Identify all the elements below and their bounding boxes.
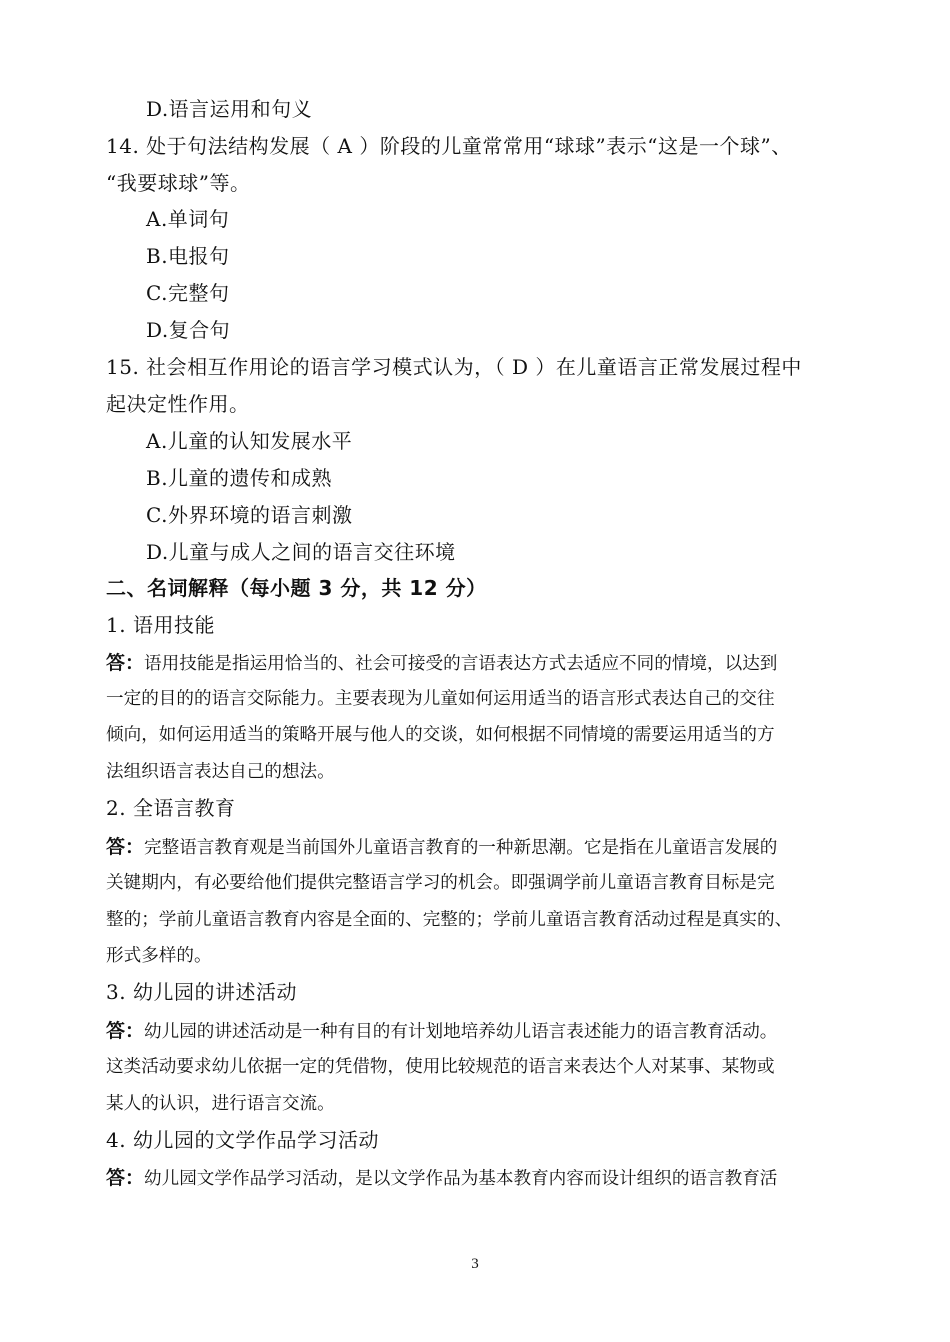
answer-line: 倾向，如何运用适当的策略开展与他人的交谈，如何根据不同情境的需要运用适当的方 [106,725,775,745]
q14-option-c: C.完整句 [146,281,230,305]
q15-option-d: D.儿童与成人之间的语言交往环境 [146,540,456,564]
term-title: 3. 幼儿园的讲述活动 [106,980,297,1004]
section-heading: 二、名词解释（每小题 3 分，共 12 分） [106,576,487,600]
q13-option-d: D.语言运用和句义 [146,97,313,121]
q15-option-c: C.外界环境的语言刺激 [146,503,353,527]
q15-option-b: B.儿童的遗传和成熟 [146,466,333,490]
page-number: 3 [471,1256,479,1272]
answer-line: 法组织语言表达自己的想法。 [106,762,335,782]
answer-text: 语用技能是指运用恰当的、社会可接受的言语表达方式去适应不同的情境，以达到 [144,654,778,674]
term-title: 1. 语用技能 [106,613,215,637]
answer-label: 答： [106,652,145,674]
answer-line: 形式多样的。 [106,946,212,966]
q15-stem-line1: 15. 社会相互作用论的语言学习模式认为，（ D ）在儿童语言正常发展过程中 [106,355,802,379]
answer-text: 幼儿园文学作品学习活动，是以文学作品为基本教育内容而设计组织的语言教育活 [144,1169,778,1189]
answer-line [106,651,777,676]
answer-line [106,1019,777,1044]
q14-stem-line1: 14. 处于句法结构发展（ A ）阶段的儿童常常用“球球”表示“这是一个球”、 [106,134,792,158]
answer-line: 关键期内，有必要给他们提供完整语言学习的机会。即强调学前儿童语言教育目标是完 [106,873,775,893]
answer-text: 幼儿园的讲述活动是一种有目的有计划地培养幼儿语言表述能力的语言教育活动。 [144,1022,778,1042]
answer-line: 一定的目的的语言交际能力。主要表现为儿童如何运用适当的语言形式表达自己的交往 [106,689,775,709]
answer-line: 整的；学前儿童语言教育内容是全面的、完整的；学前儿童语言教育活动过程是真实的、 [106,910,793,930]
answer-line [106,1166,777,1191]
answer-line: 某人的认识，进行语言交流。 [106,1094,335,1114]
term-title: 2. 全语言教育 [106,796,236,820]
term-title: 4. 幼儿园的文学作品学习活动 [106,1128,379,1152]
q14-option-d: D.复合句 [146,318,231,342]
answer-label: 答： [106,1167,145,1189]
answer-label: 答： [106,1020,145,1042]
q15-stem-line2: 起决定性作用。 [106,392,250,416]
answer-line: 这类活动要求幼儿依据一定的凭借物，使用比较规范的语言来表达个人对某事、某物或 [106,1057,775,1077]
answer-text: 完整语言教育观是当前国外儿童语言教育的一种新思潮。它是指在儿童语言发展的 [144,838,778,858]
q14-option-a: A.单词句 [146,207,230,231]
q14-option-b: B.电报句 [146,244,230,268]
q15-option-a: A.儿童的认知发展水平 [146,429,353,453]
answer-line [106,835,777,860]
answer-label: 答： [106,836,145,858]
q14-stem-line2: “我要球球”等。 [106,171,251,195]
